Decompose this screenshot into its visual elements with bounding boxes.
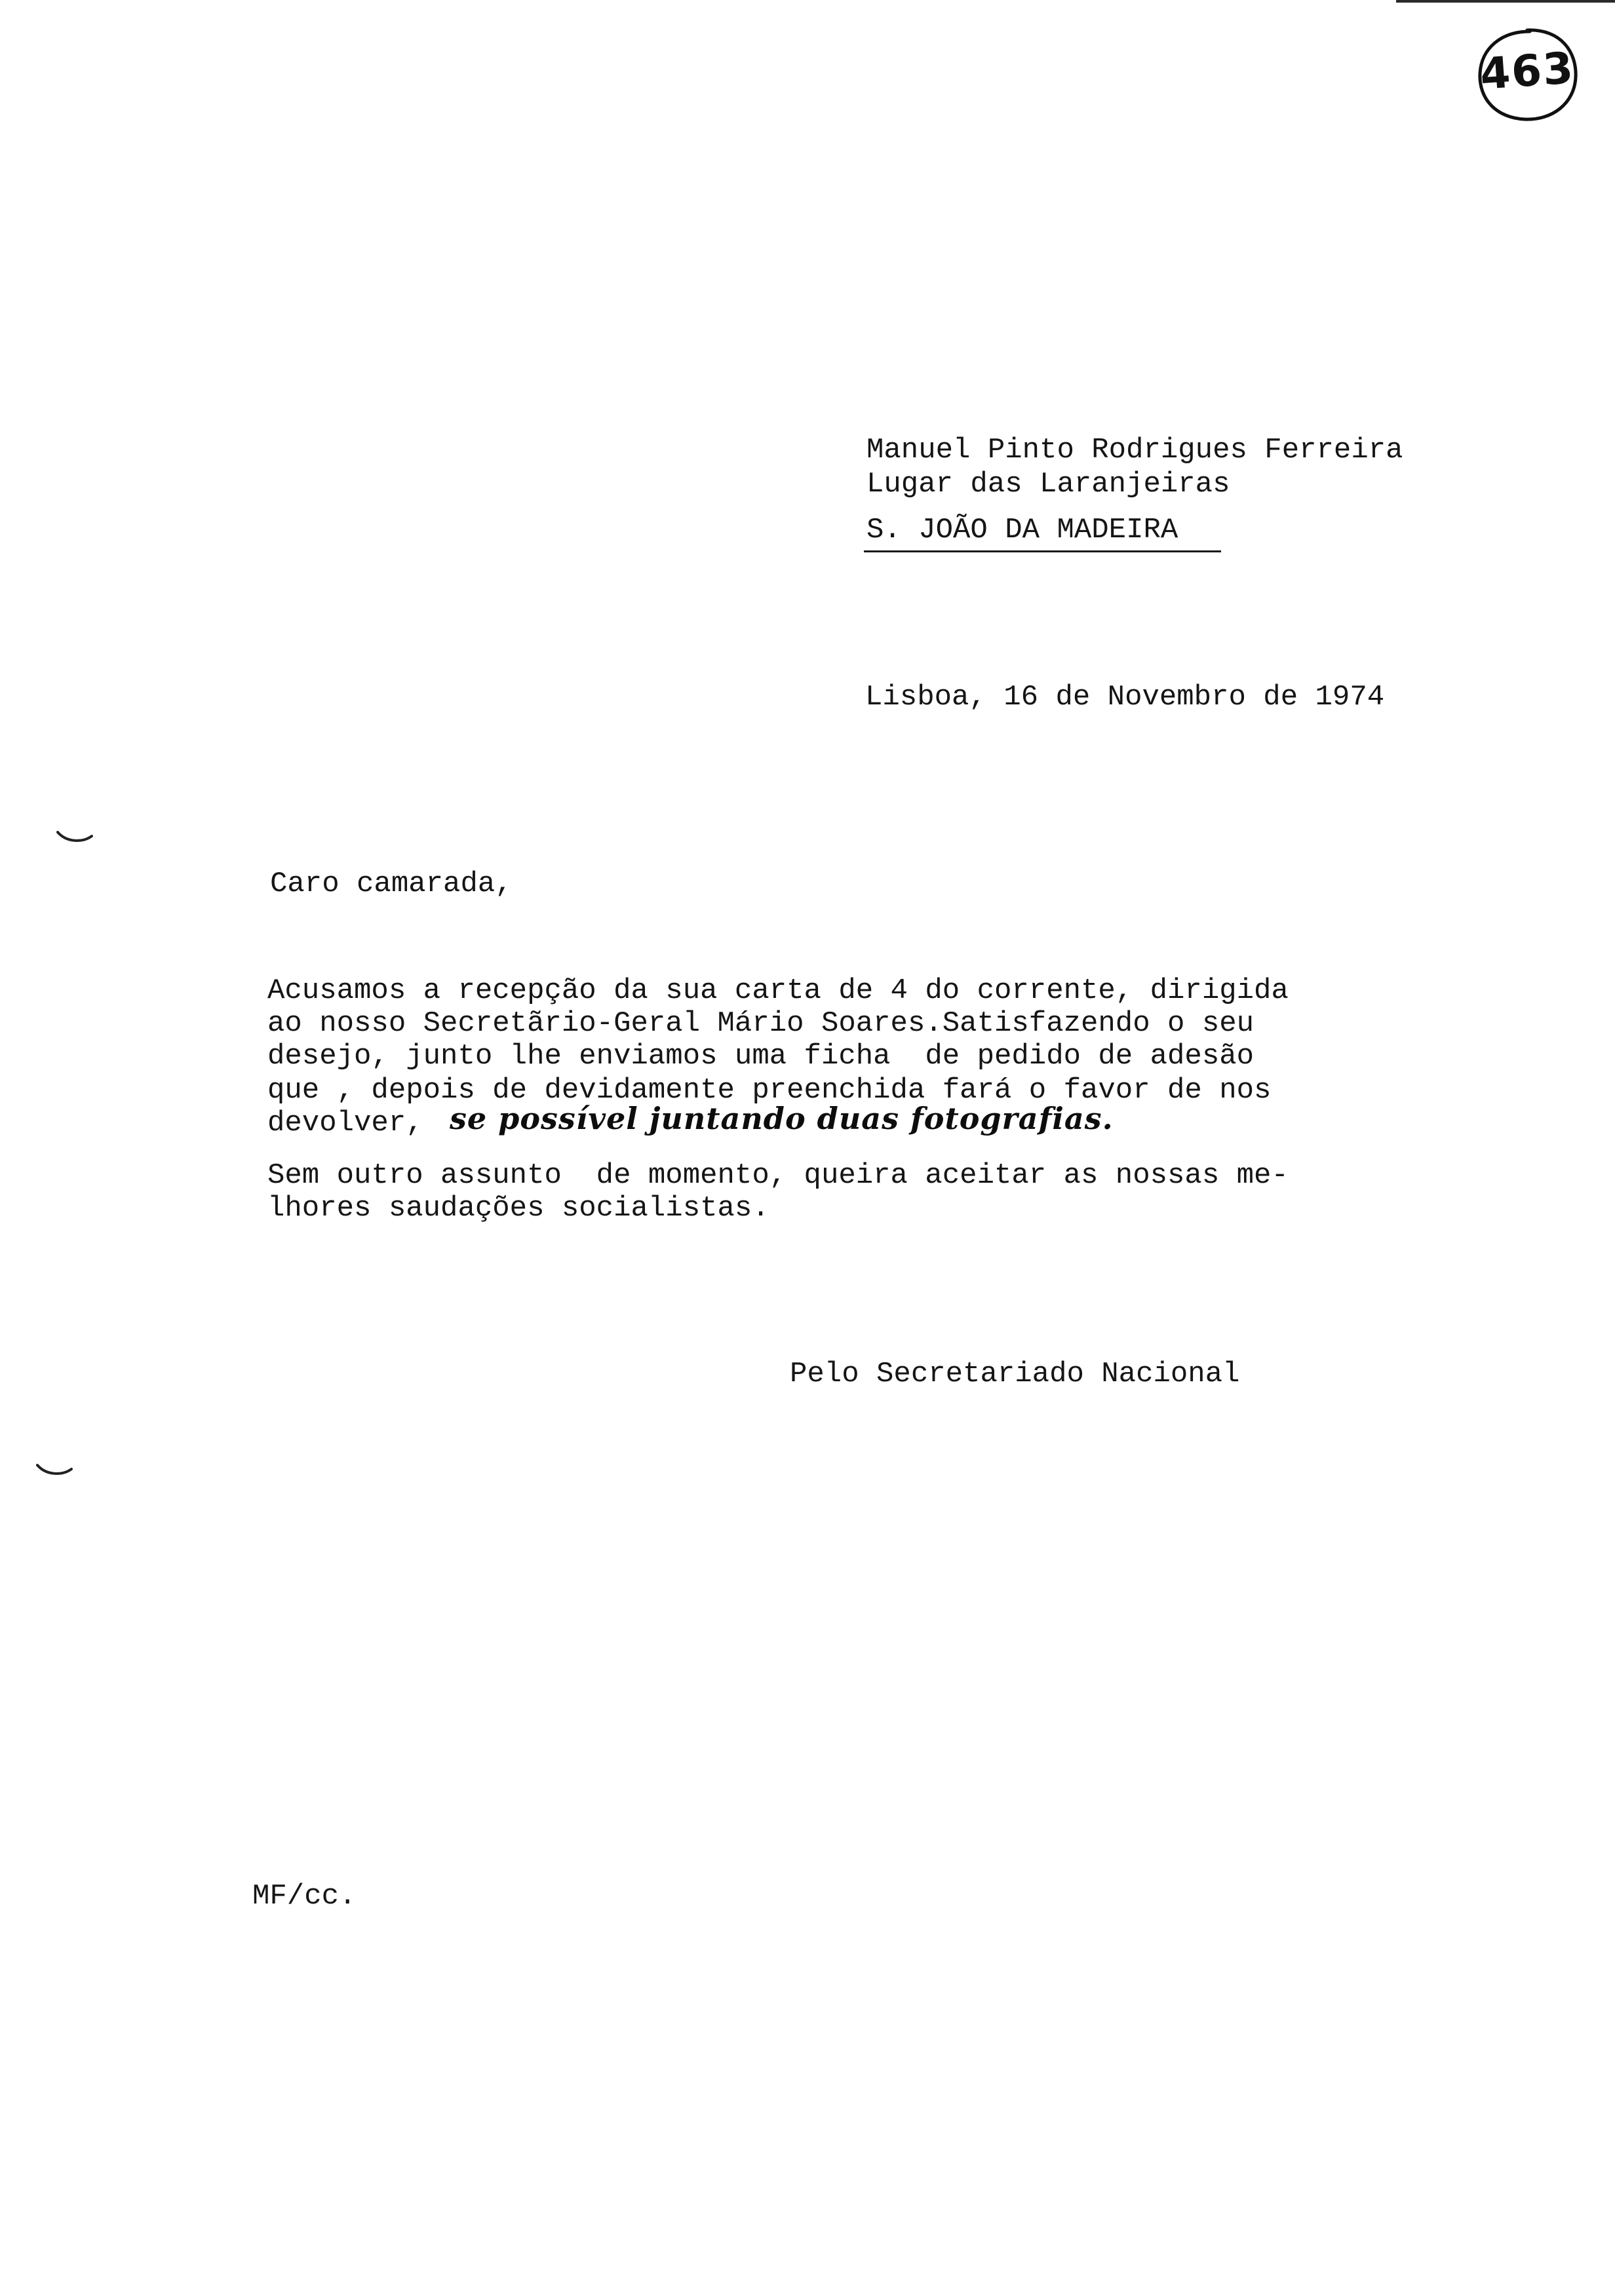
body-line: que , depois de devidamente preenchida fará o favor de nos — [267, 1074, 1272, 1107]
reference-initials: MF/cc. — [252, 1880, 357, 1913]
page-number-stamp — [1475, 26, 1580, 123]
punch-hole-mark — [36, 1463, 73, 1478]
body-line: devolver, — [267, 1107, 423, 1139]
recipient-name: Manuel Pinto Rodrigues Ferreira — [866, 434, 1403, 467]
body-line: ao nosso Secretãrio-Geral Mário Soares.Satisfazendo o seu — [267, 1007, 1255, 1040]
salutation: Caro camarada, — [270, 868, 513, 900]
top-edge-rule — [1396, 0, 1615, 3]
punch-hole-mark — [56, 830, 93, 845]
city-underline — [864, 550, 1221, 552]
recipient-city: S. JOÃO DA MADEIRA — [866, 514, 1178, 546]
body-line: lhores saudações socialistas. — [267, 1192, 769, 1225]
body-line: Acusamos a recepção da sua carta de 4 do corrente, dirigida — [267, 974, 1289, 1007]
body-line: Sem outro assunto de momento, queira aceitar as nossas me- — [267, 1159, 1289, 1192]
page-number: 463 — [1478, 43, 1576, 100]
handwritten-insert: se possível juntando duas fotografias. — [450, 1101, 1114, 1136]
punch-hole-icon — [36, 1463, 73, 1478]
date-line: Lisboa, 16 de Novembro de 1974 — [865, 681, 1385, 714]
body-line: desejo, junto lhe enviamos uma ficha de pedido de adesão — [267, 1040, 1255, 1073]
punch-hole-icon — [56, 830, 93, 845]
signature-line: Pelo Secretariado Nacional — [790, 1358, 1240, 1390]
recipient-place: Lugar das Laranjeiras — [866, 468, 1230, 501]
